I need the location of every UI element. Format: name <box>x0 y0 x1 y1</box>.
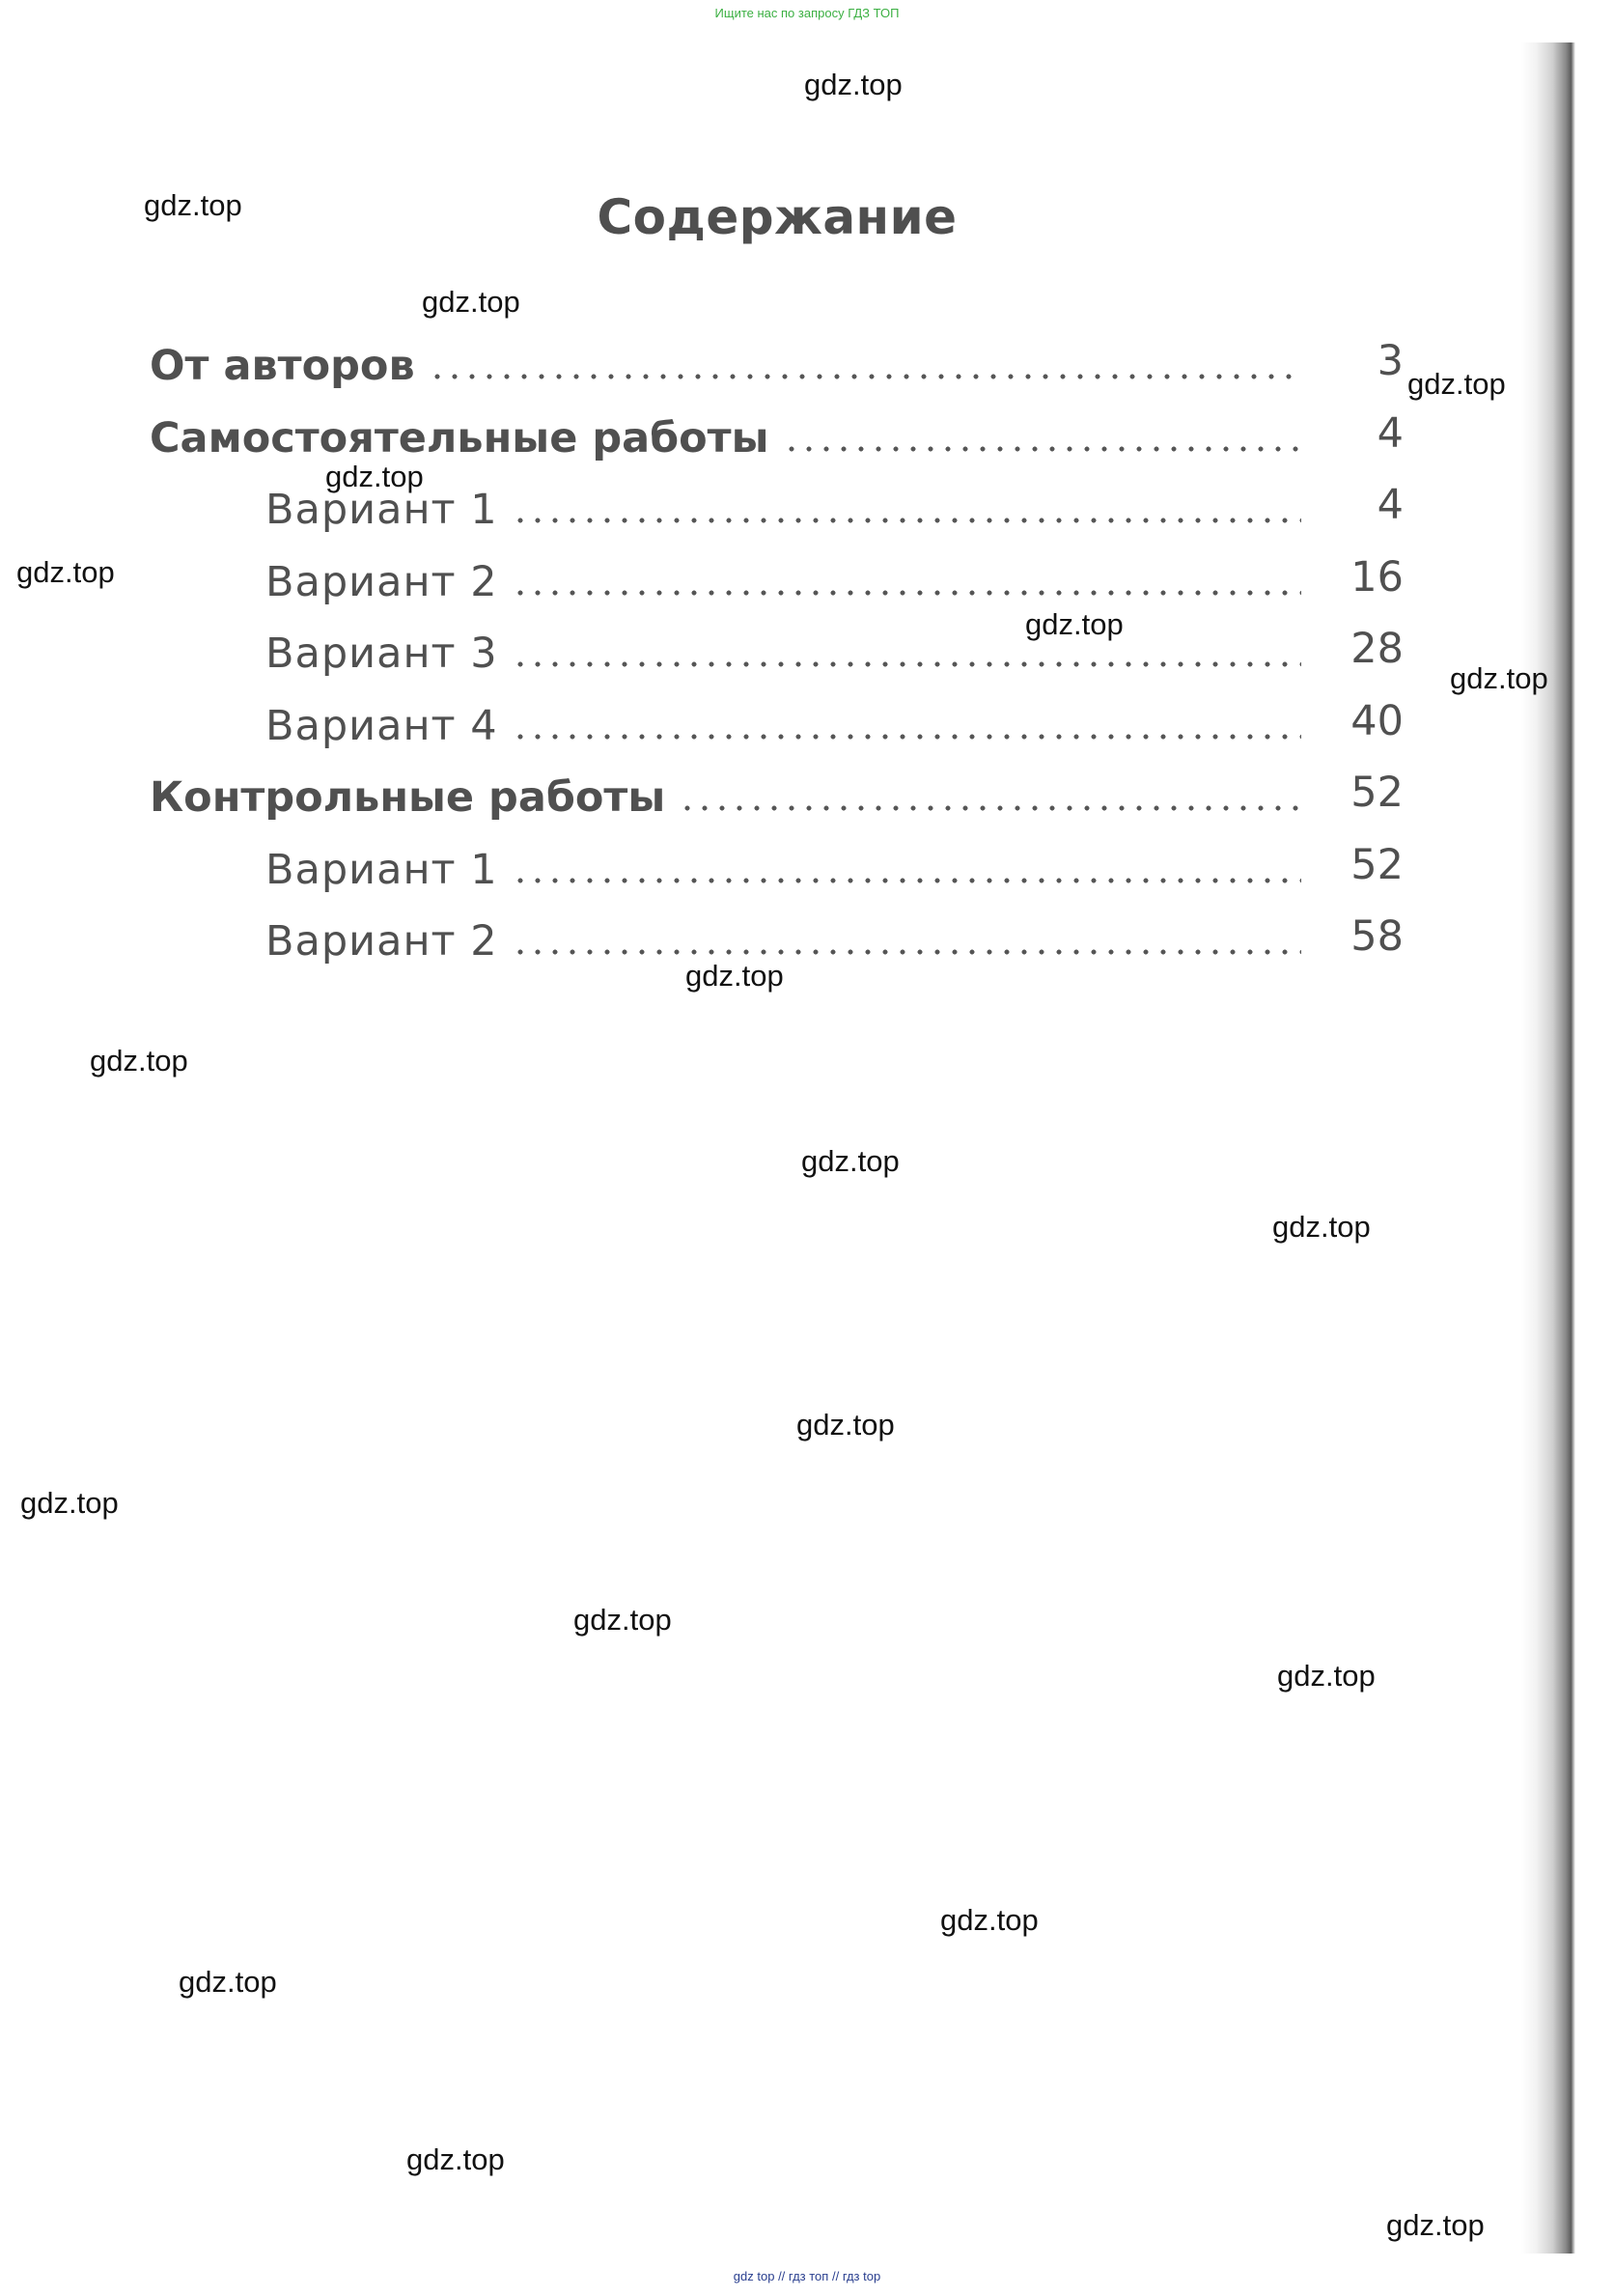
watermark: gdz.top <box>1386 2208 1485 2242</box>
footer-link-gdz-top-ru[interactable]: гдз топ <box>788 2269 829 2283</box>
watermark: gdz.top <box>801 1144 900 1178</box>
watermark: gdz.top <box>144 188 242 222</box>
dot-leader <box>512 949 1301 955</box>
dot-leader <box>512 734 1301 740</box>
toc-page-number: 52 <box>1350 769 1404 818</box>
watermark: gdz.top <box>16 555 115 589</box>
watermark: gdz.top <box>1450 661 1548 695</box>
toc-item-label: Вариант 4 <box>265 701 498 750</box>
watermark: gdz.top <box>90 1044 188 1078</box>
toc-item-label: Вариант 1 <box>265 486 498 535</box>
toc-item-variant <box>0 834 1614 907</box>
toc-page-number: 40 <box>1350 696 1404 745</box>
watermark: gdz.top <box>325 460 424 493</box>
toc-page-number: 4 <box>1377 408 1404 458</box>
dot-leader <box>512 518 1301 523</box>
watermark: gdz.top <box>1272 1210 1371 1244</box>
toc-item-label: Вариант 1 <box>265 845 498 894</box>
toc-item-label: Вариант 3 <box>265 630 498 679</box>
watermark: gdz.top <box>1277 1659 1376 1693</box>
page-title: Содержание <box>597 189 958 245</box>
watermark: gdz.top <box>573 1603 672 1637</box>
dot-leader <box>512 878 1301 883</box>
toc-page-number: 3 <box>1377 337 1404 386</box>
toc-item-label: От авторов <box>150 342 415 391</box>
toc-item-variant <box>0 906 1614 978</box>
watermark: gdz.top <box>685 959 784 993</box>
dot-leader <box>512 661 1301 667</box>
toc-page-number: 52 <box>1350 840 1404 889</box>
toc-item-variant <box>0 546 1614 619</box>
toc-item-from-authors <box>0 330 1614 403</box>
site-banner[interactable]: Ищите нас по запросу ГДЗ ТОП <box>714 6 900 20</box>
toc-item-label: Вариант 2 <box>265 917 498 966</box>
toc-item-variant <box>0 474 1614 546</box>
toc-item-label: Самостоятельные работы <box>150 413 769 462</box>
footer-separator: // <box>831 2269 840 2283</box>
dot-leader <box>512 590 1301 596</box>
footer-link-gdz-top-mixed[interactable]: гдз top <box>842 2269 881 2283</box>
footer-separator: // <box>778 2269 786 2283</box>
watermark: gdz.top <box>422 285 520 319</box>
toc-item-variant <box>0 690 1614 763</box>
toc-page-number: 58 <box>1350 912 1404 962</box>
dot-leader <box>679 805 1301 811</box>
toc-item-independent-works <box>0 403 1614 475</box>
watermark: gdz.top <box>179 1965 277 1999</box>
dot-leader <box>429 374 1301 379</box>
watermark: gdz.top <box>804 68 903 101</box>
footer-links <box>0 2269 1614 2283</box>
watermark: gdz.top <box>1407 367 1506 401</box>
footer-link-gdz-top[interactable]: gdz top <box>733 2269 775 2283</box>
toc-item-label: Вариант 2 <box>265 557 498 606</box>
watermark: gdz.top <box>20 1486 119 1520</box>
toc-page-number: 4 <box>1377 481 1404 530</box>
watermark: gdz.top <box>796 1408 895 1442</box>
toc-item-control-works <box>0 762 1614 834</box>
toc-item-label: Контрольные работы <box>150 773 666 823</box>
toc-item-variant <box>0 618 1614 690</box>
toc-page-number: 16 <box>1350 552 1404 602</box>
toc-page-number: 28 <box>1350 625 1404 674</box>
watermark: gdz.top <box>940 1903 1039 1937</box>
watermark: gdz.top <box>406 2142 505 2176</box>
table-of-contents <box>0 330 1614 978</box>
watermark: gdz.top <box>1025 607 1124 641</box>
dot-leader <box>783 446 1302 452</box>
